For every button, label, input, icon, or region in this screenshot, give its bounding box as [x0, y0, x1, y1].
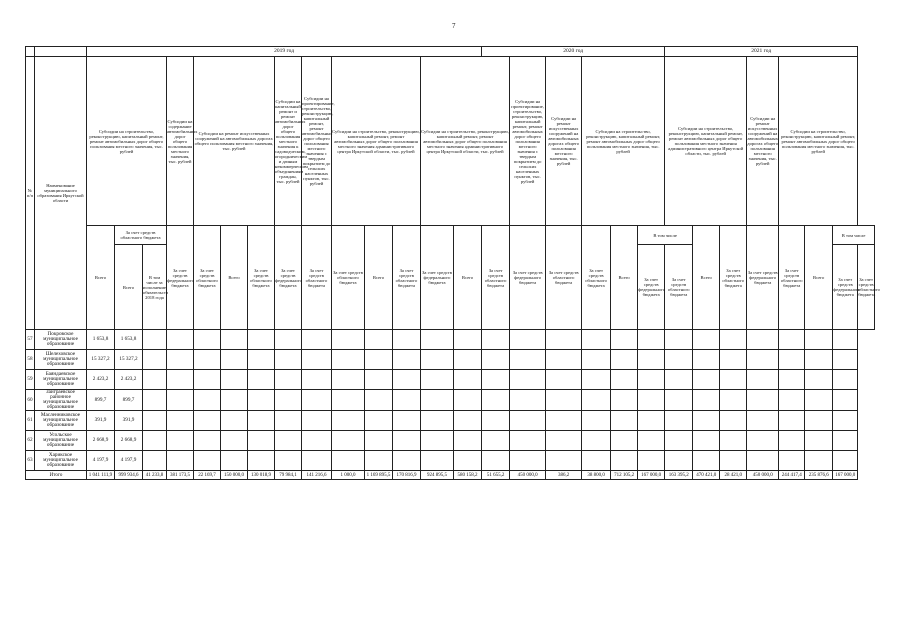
sub-header: За счет средств областного бюджета — [194, 226, 221, 330]
total-value: 1 000,0 — [332, 471, 365, 480]
total-value: 51 655,2 — [482, 471, 510, 480]
group-header: Субсидии на ремонт искусственных сооружений на автомобильных дорогах общего пользования местного значения, тыс. рублей — [747, 57, 779, 226]
total-value: 41 233,8 — [143, 471, 167, 480]
row-value: 2 423,2 — [115, 370, 143, 390]
row-name: Баяндаевское муниципальное образование — [35, 370, 87, 390]
sub-header: За счет средств областного бюджета — [115, 226, 167, 245]
total-value: 1 169 895,5 — [365, 471, 393, 480]
sub-header: В том числе — [638, 226, 693, 245]
sub-header: За счет средств областного бюджета — [665, 245, 693, 330]
row-name: Харикское муниципальное образование — [35, 451, 87, 471]
row-number: 58 — [26, 350, 35, 370]
sub-header: В том числе — [833, 226, 875, 245]
total-value: 130 018,9 — [248, 471, 275, 480]
total-value: 381 173,5 — [167, 471, 194, 480]
sub-header: Всего — [805, 226, 833, 330]
total-value: 163 395,2 — [665, 471, 693, 480]
sub-header: За счет средств областного бюджета — [582, 226, 611, 330]
row-value: 391,9 — [115, 411, 143, 431]
row-name: Покровское муниципальное образование — [35, 330, 87, 350]
sub-header: Всего — [693, 226, 720, 330]
total-value: 141 216,6 — [302, 471, 332, 480]
table-row — [26, 370, 875, 390]
row-number: 63 — [26, 451, 35, 471]
sub-header: За счет средств областного бюджета — [393, 226, 421, 330]
total-value: 167 000,0 — [833, 471, 858, 480]
total-value: 1 041 111,9 — [87, 471, 115, 480]
total-value: 22 169,7 — [194, 471, 221, 480]
total-value: 79 984,1 — [275, 471, 302, 480]
year-2020: 2020 год — [482, 47, 665, 57]
group-header: Субсидии на ремонт искусственных сооружений на автомобильных дорогах общего пользования местного значения, тыс. рублей — [546, 57, 582, 226]
row-value: 2 668,9 — [87, 431, 115, 451]
row-value: 15 327,2 — [115, 350, 143, 370]
table-row — [26, 330, 875, 350]
group-header: Субсидии на строительство, реконструкцию, капитальный ремонт, ремонт автомобильных дорог общего пользования местного значения, тыс. рублей — [87, 57, 167, 226]
sub-header: Всего — [221, 226, 248, 330]
row-value: 899,7 — [115, 390, 143, 411]
row-name: Шелеховское муниципальное образование — [35, 350, 87, 370]
sub-header: За счет средств областного бюджета — [302, 226, 332, 330]
group-header: Субсидии на строительство, реконструкцию, капитальный ремонт, ремонт автомобильных дорог общего пользования местного значения административного центра Иркутской области, тыс. рублей — [332, 57, 421, 226]
sub-header: Всего — [115, 245, 143, 330]
row-number: 62 — [26, 431, 35, 451]
col-name-header: Наименование муниципального образования Иркутской области — [35, 57, 87, 330]
sub-header: За счет средств федерального бюджета — [747, 226, 779, 330]
group-header: Субсидии на ремонт искусственных сооружений на автомобильных дорогах общего пользования местного значения, тыс. рублей — [194, 57, 275, 226]
sub-header: Всего — [454, 226, 482, 330]
sub-header: За счет средств федерального бюджета — [833, 245, 858, 330]
sub-header: Всего — [365, 226, 393, 330]
sub-header: За счет средств областного бюджета — [858, 245, 875, 330]
row-name: Усольское муниципальное образование — [35, 431, 87, 451]
group-header: Субсидии на проектирование, строительство, реконструкцию, капитальный ремонт, ремонт автомобильных дорог общего пользования местного значения с твердым покрытием до сельских населенных пунктов, тыс. рублей — [510, 57, 546, 226]
blank-corner — [26, 47, 35, 57]
total-value: 38 800,0 — [582, 471, 611, 480]
page-number: 7 — [452, 22, 456, 30]
sub-header: За счет средств федерального бюджета — [510, 226, 546, 330]
sub-header: За счет средств областного бюджета — [779, 226, 805, 330]
sub-header: В том числе за исполнение обязательств 2018 года — [143, 245, 167, 330]
total-value: 924 895,5 — [421, 471, 454, 480]
group-header: Субсидии на строительство, реконструкцию, капитальный ремонт, ремонт автомобильных дорог общего пользования местного значения, тыс. рублей — [779, 57, 858, 226]
table-row — [26, 431, 875, 451]
row-number: 59 — [26, 370, 35, 390]
row-name: Заиграевское районное муниципальное образование — [35, 390, 87, 411]
row-value: 2 423,2 — [87, 370, 115, 390]
table-row — [26, 350, 875, 370]
sub-header: За счет средств областного бюджета — [546, 226, 582, 330]
total-value: 244 417,4 — [779, 471, 805, 480]
row-value: 1 653,8 — [87, 330, 115, 350]
sub-header: Всего — [611, 226, 638, 330]
sub-header: За счет средств федерального бюджета — [638, 245, 665, 330]
total-value: 470 421,0 — [693, 471, 720, 480]
group-header: Субсидии на строительство, реконструкцию, капитальный ремонт, ремонт автомобильных дорог общего пользования местного значения административного центра Иркутской области, тыс. рублей — [665, 57, 747, 226]
row-value: 391,9 — [87, 411, 115, 431]
sub-header: За счет средств областного бюджета — [332, 226, 365, 330]
table-row — [26, 451, 875, 471]
total-value: 170 816,9 — [393, 471, 421, 480]
total-value: 450 000,0 — [510, 471, 546, 480]
sub-header: За счет средств федерального бюджета — [421, 226, 454, 330]
group-header: Субсидии на проектирование, строительство, реконструкцию, капитальный ремонт, ремонт автомобильных дорог общего пользования местного значения с твердым покрытием до сельских населенных пунктов, тыс. рублей — [302, 57, 332, 226]
row-name: Масленниковское муниципальное образование — [35, 411, 87, 431]
subsidy-table-sheet — [25, 46, 880, 480]
total-row — [26, 471, 875, 480]
row-value: 15 327,2 — [87, 350, 115, 370]
sub-header: За счет средств федерального бюджета — [275, 226, 302, 330]
year-2019: 2019 год — [87, 47, 482, 57]
sub-header: За счет средств областного бюджета — [482, 226, 510, 330]
row-value: 1 653,8 — [115, 330, 143, 350]
total-value: 235 876,6 — [805, 471, 833, 480]
row-value: 4 197,9 — [115, 451, 143, 471]
row-value: 4 197,9 — [87, 451, 115, 471]
group-header: Субсидии на капитальный ремонт и ремонт автомобильных дорог общего пользования местного значения к садоводческим, огородническим и дачным некоммерческим объединениям граждан, тыс. рублей — [275, 57, 302, 226]
row-number: 60 — [26, 390, 35, 411]
group-header: Субсидии на строительство, реконструкцию, капитальный ремонт, ремонт автомобильных дорог общего пользования местного значения, тыс. рублей — [582, 57, 665, 226]
sub-header: За счет средств областного бюджета — [248, 226, 275, 330]
total-value: 580 158,2 — [454, 471, 482, 480]
row-value: 2 668,9 — [115, 431, 143, 451]
total-value: 712 105,2 — [611, 471, 638, 480]
total-label: Итого — [26, 471, 87, 480]
row-number: 57 — [26, 330, 35, 350]
table-row — [26, 411, 875, 431]
row-number: 61 — [26, 411, 35, 431]
sub-header: Всего — [87, 226, 115, 330]
total-value: 386,2 — [546, 471, 582, 480]
total-value: 28 421,0 — [720, 471, 747, 480]
group-header: Субсидии на строительство, реконструкцию, капитальный ремонт, ремонт автомобильных дорог общего пользования местного значения административного центра Иркутской области, тыс. рублей — [421, 57, 510, 226]
year-2021: 2021 год — [665, 47, 858, 57]
sub-header: За счет средств областного бюджета — [720, 226, 747, 330]
row-value: 899,7 — [87, 390, 115, 411]
total-value: 167 000,0 — [638, 471, 665, 480]
sub-header: За счет средств федерального бюджета — [167, 226, 194, 330]
subsidy-table — [25, 46, 880, 480]
total-value: 450 000,0 — [747, 471, 779, 480]
col-number-header: № п/п — [26, 57, 35, 330]
table-row — [26, 390, 875, 411]
blank-corner — [35, 47, 87, 57]
total-value: 999 934,6 — [115, 471, 143, 480]
group-header: Субсидии на содержание автомобильных дорог общего пользования местного значения, тыс. рублей — [167, 57, 194, 226]
total-value: 150 000,0 — [221, 471, 248, 480]
